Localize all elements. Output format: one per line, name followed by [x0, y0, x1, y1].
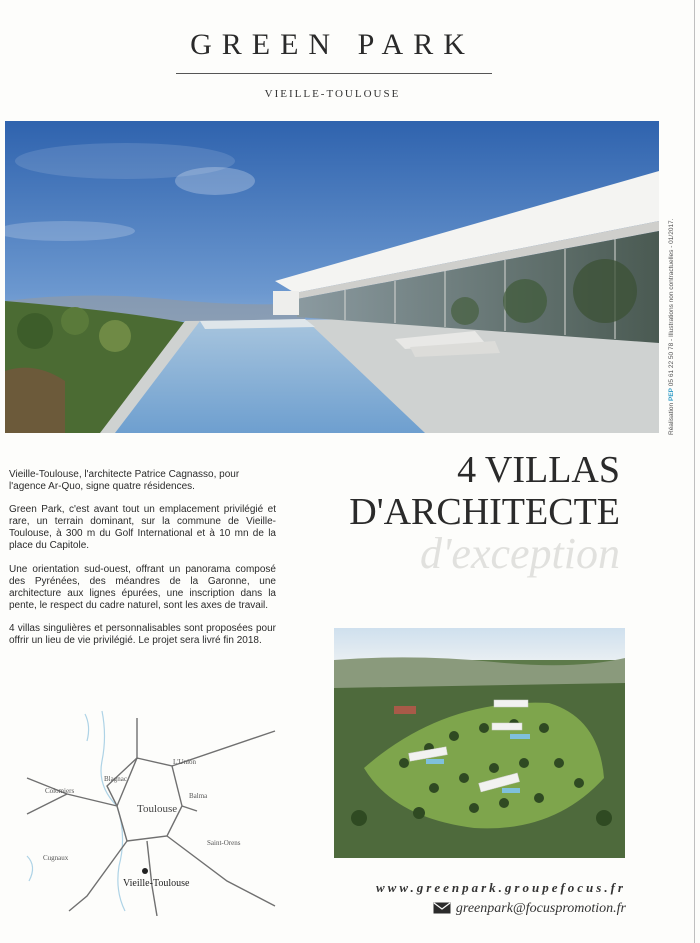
credit-agency-logo: PEP [668, 388, 675, 402]
email-contact[interactable] [330, 901, 626, 917]
map-label-lunion: L'Union [173, 758, 197, 766]
map-label-cugnaux: Cugnaux [43, 854, 69, 862]
river-lines [27, 711, 125, 911]
villa-pool-illustration [5, 121, 659, 433]
aerial-photo [334, 628, 625, 858]
map-label-colomiers: Colomiers [45, 787, 75, 795]
brand-title: GREEN PARK [190, 28, 475, 61]
headline-line-3: d'exception [420, 529, 620, 578]
location-map [7, 706, 282, 916]
production-credit [668, 115, 680, 435]
map-label-vieille-toulouse: Vieille-Toulouse [123, 878, 190, 889]
intro-paragraph-4: 4 villas singulières et personnalisables sont proposées pour offrir un lieu de vie privilégié. Le projet sera livré fin 2018. [9, 622, 276, 647]
hero-photo [5, 121, 659, 433]
headline-line-1: 4 VILLAS [457, 449, 620, 491]
headline-line-2: D'ARCHITECTE [349, 491, 620, 533]
brand-location: VIEILLE-TOULOUSE [264, 88, 401, 100]
intro-paragraph-1: Vieille-Toulouse, l'architecte Patrice Cagnasso, pour l'agence Ar-Quo, signe quatre résidences. [9, 469, 240, 493]
vieille-toulouse-marker [142, 868, 148, 874]
intro-text [9, 469, 276, 658]
envelope-icon [433, 902, 451, 914]
map-label-balma: Balma [189, 792, 208, 800]
credit-prefix: Réalisation [668, 402, 675, 435]
page-edge [694, 0, 695, 943]
map-label-blagnac: Blagnac [104, 775, 127, 783]
map-label-saint-orens: Saint-Orens [207, 839, 241, 847]
title-divider [176, 73, 492, 74]
website-link[interactable]: www.greenpark.groupefocus.fr [375, 880, 626, 895]
headline [290, 449, 620, 577]
aerial-site-illustration [334, 628, 625, 858]
credit-text: 05 61 22 50 78 - Illustrations non contractuelles - 01/2017. [668, 218, 675, 387]
intro-paragraph-2: Green Park, c'est avant tout un emplacement privilégié et rare, un terrain dominant, sur la commune de Vieille-Toulouse, à 300 m du Golf International et à 10 mn de la place du Capitole. [9, 504, 276, 552]
email-address[interactable]: greenpark@focuspromotion.fr [455, 901, 626, 916]
map-label-toulouse: Toulouse [137, 803, 178, 815]
intro-paragraph-3: Une orientation sud-ouest, offrant un panorama composé des Pyrénées, des méandres de la Garonne, une architecture aux lignes épurées, une inscription dans la pente, le respect du cadre naturel, sont les axes de travail. [9, 563, 276, 611]
